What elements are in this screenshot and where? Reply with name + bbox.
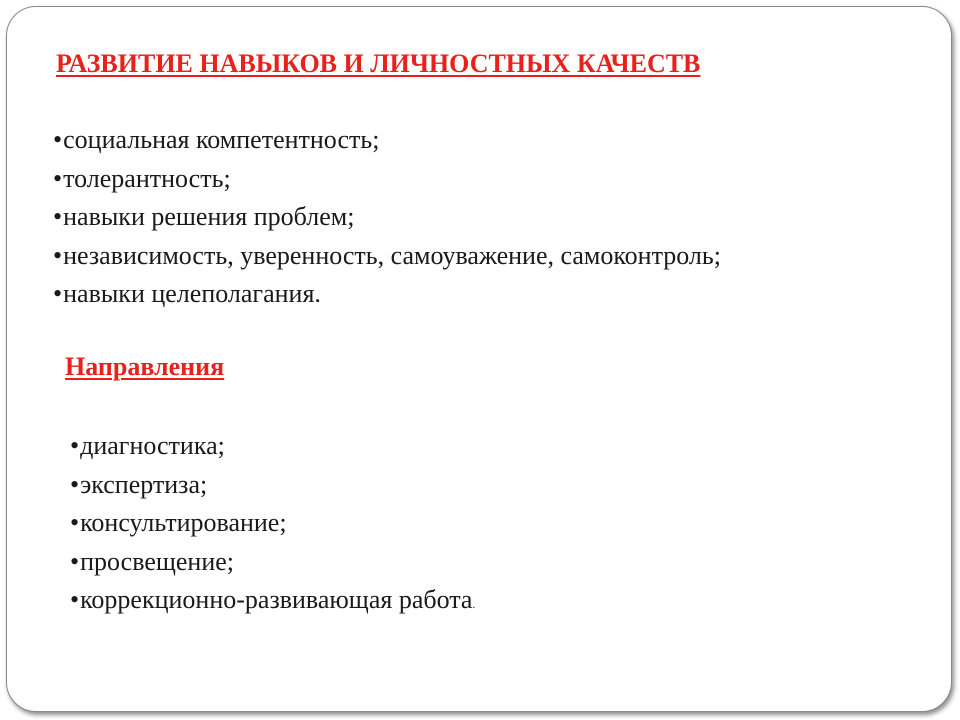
list-item: • навыки решения проблем; — [53, 198, 721, 237]
list-item: • толерантность; — [53, 160, 721, 199]
list-item: • независимость, уверенность, самоуважение, самоконтроль; — [53, 237, 721, 276]
last-direction-text: коррекционно-развивающая работа — [80, 585, 473, 614]
list-item: • навыки целеполагания. — [53, 275, 721, 314]
directions-list — [70, 427, 475, 625]
list-item — [70, 581, 475, 625]
list-item: • диагностика; — [70, 427, 475, 466]
last-direction-end: . — [472, 599, 476, 611]
list-item: • просвещение; — [70, 543, 475, 582]
list-item: • консультирование; — [70, 504, 475, 543]
skills-list — [53, 121, 721, 314]
list-item: • экспертиза; — [70, 466, 475, 505]
slide-heading: РАЗВИТИЕ НАВЫКОВ И ЛИЧНОСТНЫХ КАЧЕСТВ — [56, 49, 701, 78]
slide-frame — [6, 6, 952, 712]
directions-heading: Направления — [65, 352, 225, 381]
list-item: • социальная компетентность; — [53, 121, 721, 160]
